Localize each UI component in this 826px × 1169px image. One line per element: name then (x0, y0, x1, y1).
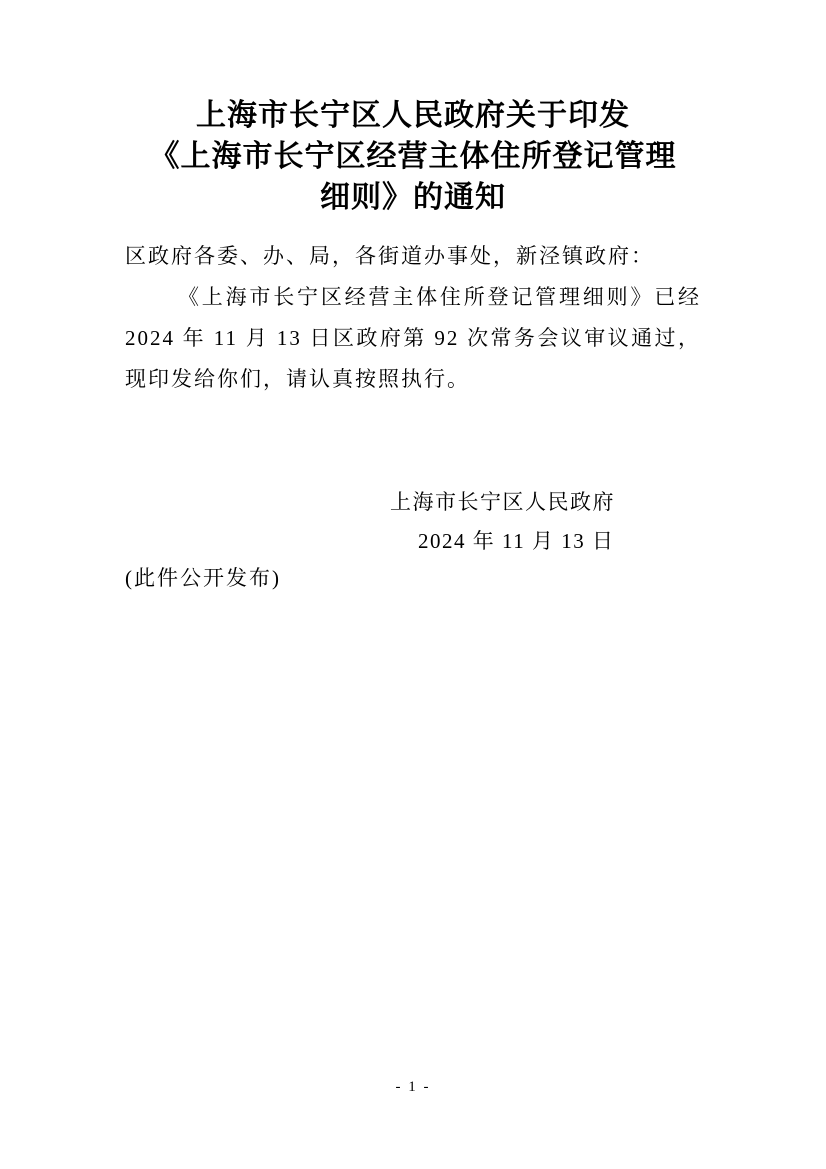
page-number: - 1 - (395, 1079, 431, 1095)
issuer-signature: 上海市长宁区人民政府 (390, 490, 615, 514)
title-line-2: 《上海市长宁区经营主体住所登记管理 (149, 140, 677, 173)
body-paragraph: 《上海市长宁区经营主体住所登记管理细则》已经 2024 年 11 月 13 日区政府第 92 次常务会议审议通过，现印发给你们，请认真按照执行。 (125, 285, 701, 391)
issue-date: 2024 年 11 月 13 日 (418, 529, 615, 553)
publish-note: (此件公开发布) (125, 566, 281, 590)
title-line-1: 上海市长宁区人民政府关于印发 (196, 99, 630, 132)
document-title (63, 95, 763, 218)
salutation-line: 区政府各委、办、局，各街道办事处，新泾镇政府： (125, 244, 654, 268)
document-body (125, 236, 701, 400)
title-line-3: 细则》的通知 (320, 181, 506, 214)
